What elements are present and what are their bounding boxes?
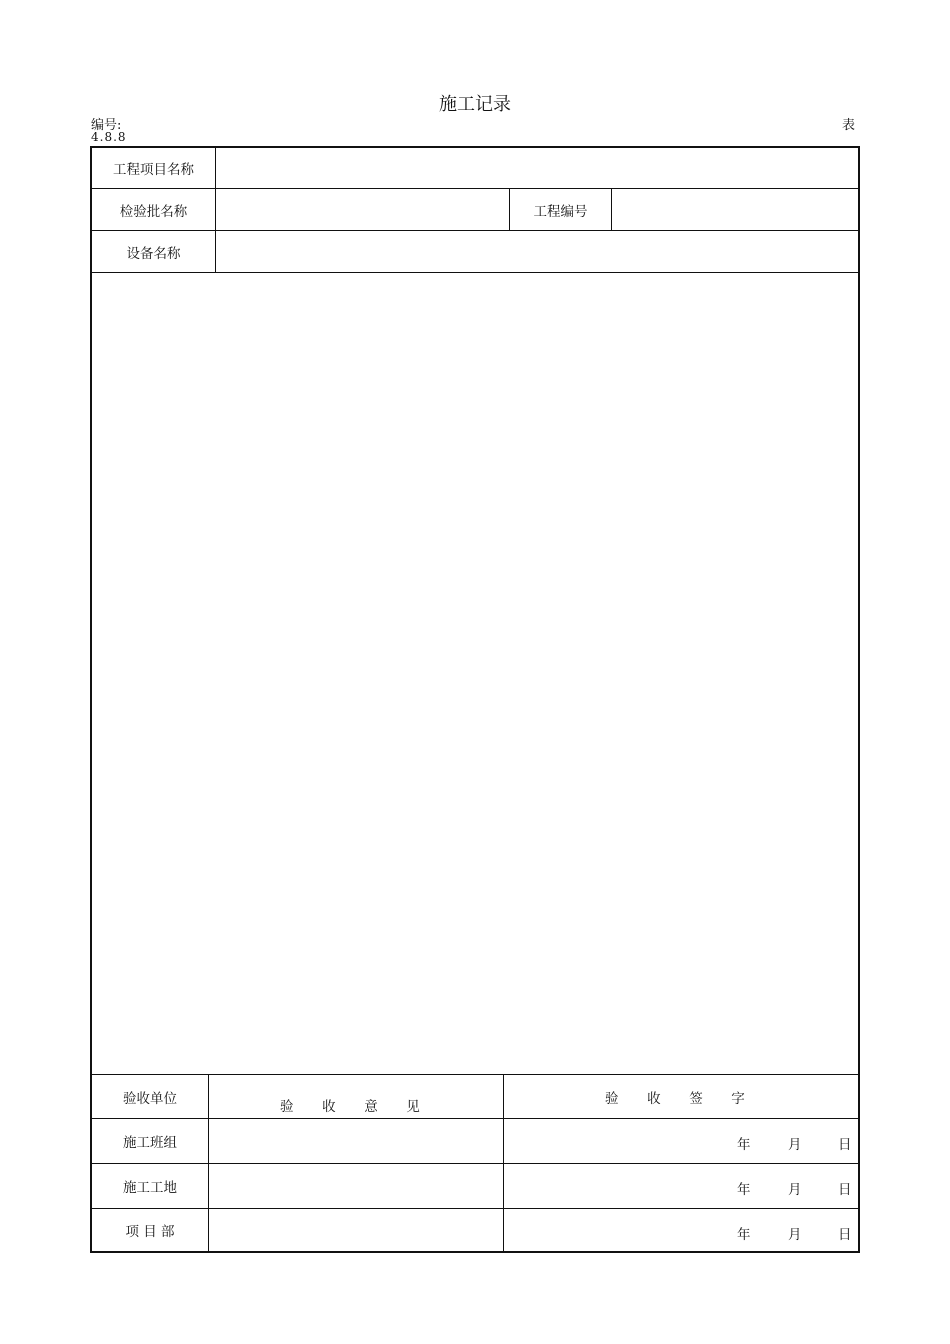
signature-field-project-dept[interactable] [504, 1209, 724, 1251]
date-year: 年 [737, 1137, 751, 1153]
project-code-label: 工程编号 [533, 203, 588, 220]
project-code-field[interactable] [612, 189, 858, 230]
equipment-name-field[interactable] [216, 231, 858, 272]
record-form [90, 146, 860, 1253]
date-year: 年 [737, 1227, 751, 1243]
record-body-area[interactable] [92, 273, 858, 1074]
batch-name-label: 检验批名称 [119, 203, 188, 220]
batch-name-field[interactable] [216, 189, 509, 230]
date-day: 日 [838, 1137, 852, 1153]
date-month: 月 [788, 1137, 802, 1153]
table-number: 4.8.8 [91, 130, 127, 144]
acceptance-opinion-header: 验 收 意 见 [280, 1098, 432, 1115]
signature-field-team[interactable] [504, 1119, 724, 1163]
acceptance-unit-team: 施工班组 [123, 1135, 177, 1151]
equipment-name-label: 设备名称 [126, 245, 181, 262]
date-day: 日 [838, 1227, 852, 1243]
acceptance-unit-project-dept: 项 目 部 [125, 1224, 175, 1240]
acceptance-unit-header: 验收单位 [123, 1090, 177, 1107]
code-label: 编号: [91, 118, 122, 133]
project-name-field[interactable] [216, 148, 858, 188]
table-label: 表 [842, 118, 856, 133]
page-title: 施工记录 [439, 94, 511, 115]
opinion-field-project-dept[interactable] [209, 1209, 503, 1251]
signature-field-site[interactable] [504, 1164, 724, 1208]
opinion-field-team[interactable] [209, 1119, 503, 1163]
date-month: 月 [788, 1182, 802, 1198]
project-name-label: 工程项目名称 [113, 162, 194, 178]
opinion-field-site[interactable] [209, 1164, 503, 1208]
date-day: 日 [838, 1182, 852, 1198]
date-month: 月 [788, 1227, 802, 1243]
acceptance-unit-site: 施工工地 [123, 1180, 177, 1196]
date-year: 年 [737, 1182, 751, 1198]
acceptance-signature-header: 验 收 签 字 [605, 1090, 757, 1107]
